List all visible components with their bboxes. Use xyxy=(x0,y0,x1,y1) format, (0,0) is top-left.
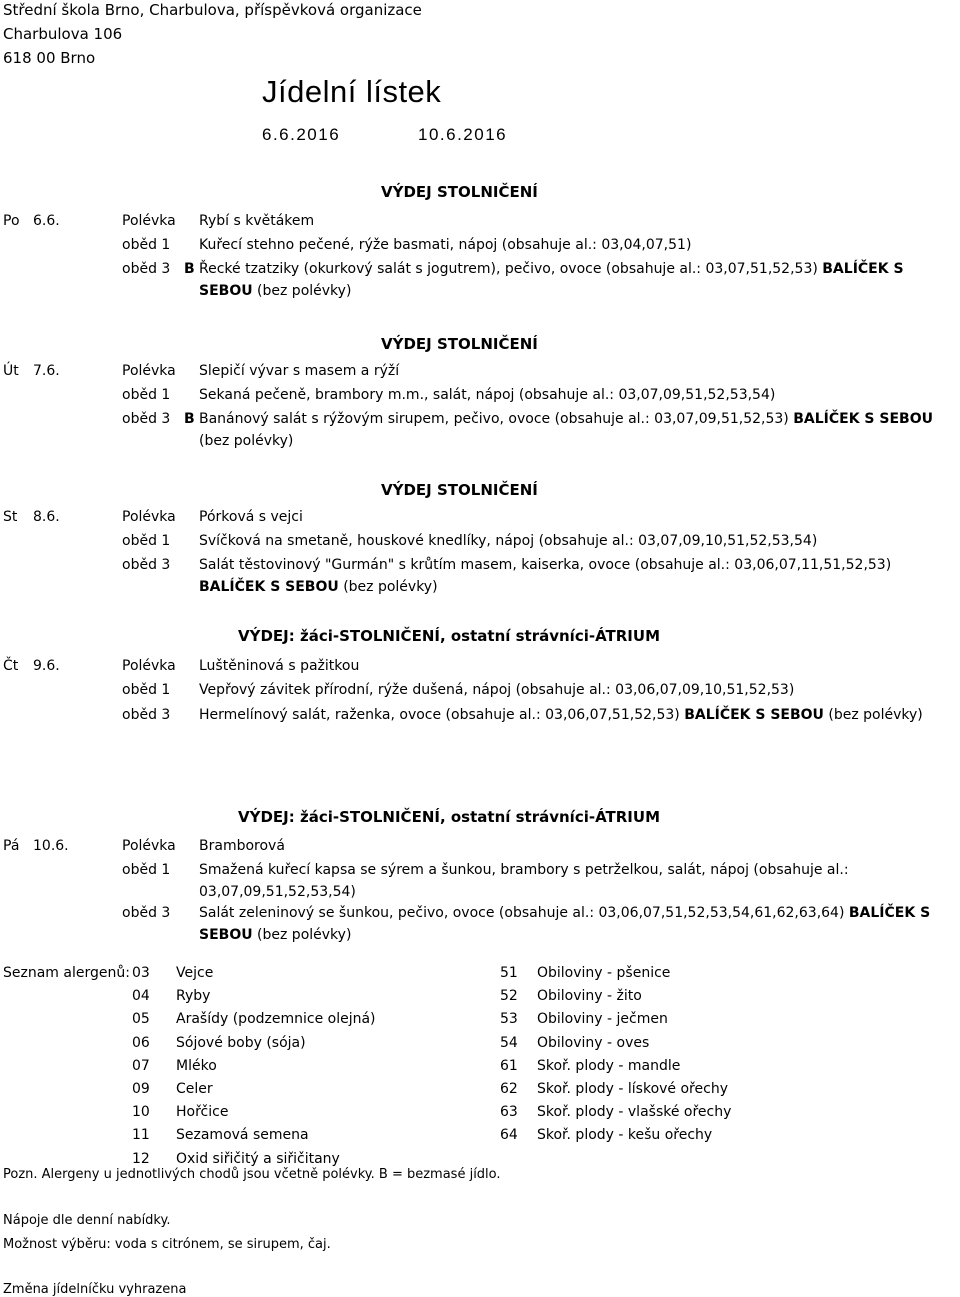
dish-text: Banánový salát s rýžovým sirupem, pečivo, ovoce (obsahuje al.: 03,07,09,51,52,53) xyxy=(199,411,794,427)
course-type: oběd 1 xyxy=(122,862,171,878)
menu-row xyxy=(0,258,960,299)
allergen-code: 62 xyxy=(500,1081,518,1097)
allergen-name: Vejce xyxy=(176,965,214,981)
dish-text: Rybí s květákem xyxy=(199,213,315,229)
takeaway-label: BALÍČEK S SEBOU xyxy=(684,707,824,723)
page-title: Jídelní lístek xyxy=(262,74,442,109)
date-from: 6.6.2016 xyxy=(262,125,341,144)
allergen-name: Mléko xyxy=(176,1057,217,1074)
dish-description xyxy=(199,655,956,677)
allergen-name: Hořčice xyxy=(176,1104,229,1121)
allergen-name: Skoř. plody - kešu ořechy xyxy=(537,1127,713,1144)
allergen-code: 04 xyxy=(132,988,150,1005)
note-allergens: Pozn. Alergeny u jednotlivých chodů jsou včetně polévky. B = bezmasé jídlo. xyxy=(3,1167,501,1182)
dish-description xyxy=(199,360,956,382)
school-name: Střední škola Brno, Charbulova, příspěvková organizace xyxy=(3,1,422,19)
allergen-code: 06 xyxy=(132,1034,150,1051)
allergen-list-label: Seznam alergenů: xyxy=(3,965,130,981)
menu-row xyxy=(0,530,960,552)
date-to: 10.6.2016 xyxy=(418,125,508,144)
allergen-name: Celer xyxy=(176,1081,213,1097)
dish-description xyxy=(199,258,956,302)
allergen-code: 61 xyxy=(500,1057,518,1074)
dish-description xyxy=(199,902,956,946)
allergen-name: Oxid siřičitý a siřičitany xyxy=(176,1150,340,1167)
dish-description xyxy=(199,506,956,528)
menu-row xyxy=(0,655,960,677)
dish-description xyxy=(199,234,956,256)
no-soup-note: (bez polévky) xyxy=(252,283,352,299)
day-name: Po xyxy=(3,213,20,229)
dish-text: Hermelínový salát, raženka, ovoce (obsahuje al.: 03,06,07,51,52,53) xyxy=(199,707,685,723)
day-name: St xyxy=(3,509,18,525)
takeaway-label: BALÍČEK S SEBOU xyxy=(199,905,931,943)
menu-row xyxy=(0,360,960,382)
course-type: oběd 3 xyxy=(122,905,171,921)
dish-description xyxy=(199,554,956,598)
allergen-name: Arašídy (podzemnice olejná) xyxy=(176,1011,376,1028)
no-soup-note: (bez polévky) xyxy=(252,927,352,943)
menu-row xyxy=(0,554,960,595)
allergen-name: Obiloviny - oves xyxy=(537,1034,650,1051)
dish-description xyxy=(199,210,956,232)
dish-text: Salát zeleninový se šunkou, pečivo, ovoce (obsahuje al.: 03,06,07,51,52,53,54,61,62,63,64) xyxy=(199,905,849,921)
dish-text: Kuřecí stehno pečené, rýže basmati, nápoj (obsahuje al.: 03,04,07,51) xyxy=(199,237,692,253)
service-heading: VÝDEJ: žáci-STOLNIČENÍ, ostatní strávníci-ÁTRIUM xyxy=(238,627,660,645)
course-type: oběd 3 xyxy=(122,411,171,427)
dish-text: Salát těstovinový "Gurmán" s krůtím masem, kaiserka, ovoce (obsahuje al.: 03,06,07,11,51,52,53) xyxy=(199,557,892,573)
note-changes: Změna jídelníčku vyhrazena xyxy=(3,1282,187,1297)
menu-row xyxy=(0,859,960,900)
course-type: Polévka xyxy=(122,213,176,229)
allergen-code: 64 xyxy=(500,1127,518,1144)
dish-text: Sekaná pečeně, brambory m.m., salát, nápoj (obsahuje al.: 03,07,09,51,52,53,54) xyxy=(199,387,776,403)
course-type: oběd 1 xyxy=(122,237,171,253)
course-type: Polévka xyxy=(122,509,176,525)
menu-row xyxy=(0,408,960,449)
allergen-code: 63 xyxy=(500,1104,518,1121)
dish-description xyxy=(199,384,956,406)
allergen-code: 12 xyxy=(132,1150,150,1167)
dish-description xyxy=(199,408,956,452)
service-heading: VÝDEJ: žáci-STOLNIČENÍ, ostatní strávníci-ÁTRIUM xyxy=(238,808,660,826)
course-type: Polévka xyxy=(122,658,176,674)
course-type: oběd 1 xyxy=(122,682,171,698)
dish-text: Bramborová xyxy=(199,838,285,854)
dish-text: Luštěninová s pažitkou xyxy=(199,658,360,674)
takeaway-label: BALÍČEK S SEBOU xyxy=(199,579,339,595)
course-type: oběd 3 xyxy=(122,261,171,277)
allergen-code: 53 xyxy=(500,1011,518,1028)
takeaway-label: BALÍČEK S SEBOU xyxy=(793,411,933,427)
dish-text: Řecké tzatziky (okurkový salát s jogutrem), pečivo, ovoce (obsahuje al.: 03,07,51,52,53) xyxy=(199,261,823,277)
day-date: 9.6. xyxy=(33,658,60,674)
menu-row xyxy=(0,506,960,528)
day-name: Čt xyxy=(3,658,19,674)
menu-row xyxy=(0,835,960,857)
allergen-code: 52 xyxy=(500,988,518,1005)
menu-row xyxy=(0,384,960,406)
day-date: 7.6. xyxy=(33,363,60,379)
day-name: Út xyxy=(3,363,19,379)
note-drink-choice: Možnost výběru: voda s citrónem, se sirupem, čaj. xyxy=(3,1237,331,1252)
course-type: oběd 3 xyxy=(122,557,171,573)
service-heading: VÝDEJ STOLNIČENÍ xyxy=(381,183,538,201)
school-city: 618 00 Brno xyxy=(3,49,96,67)
dish-description xyxy=(199,859,956,903)
day-date: 8.6. xyxy=(33,509,60,525)
allergen-name: Obiloviny - ječmen xyxy=(537,1011,668,1028)
takeaway-label: BALÍČEK S SEBOU xyxy=(199,261,904,299)
course-type: oběd 3 xyxy=(122,707,171,723)
day-date: 10.6. xyxy=(33,838,69,854)
allergen-name: Obiloviny - žito xyxy=(537,988,642,1005)
allergen-name: Skoř. plody - vlašské ořechy xyxy=(537,1104,732,1121)
dish-text: Smažená kuřecí kapsa se sýrem a šunkou, brambory s petrželkou, salát, nápoj (obsahuje al.: 03,07,09,51,52,53,54) xyxy=(199,862,849,900)
allergen-code: 03 xyxy=(132,965,150,981)
day-date: 6.6. xyxy=(33,213,60,229)
allergen-code: 09 xyxy=(132,1081,150,1097)
day-name: Pá xyxy=(3,838,20,854)
school-street: Charbulova 106 xyxy=(3,25,123,43)
service-heading: VÝDEJ STOLNIČENÍ xyxy=(381,481,538,499)
menu-row xyxy=(0,902,960,943)
allergen-code: 10 xyxy=(132,1104,150,1121)
allergen-code: 54 xyxy=(500,1034,518,1051)
allergen-name: Sezamová semena xyxy=(176,1127,309,1144)
meatless-mark: B xyxy=(184,261,195,277)
course-type: oběd 1 xyxy=(122,387,171,403)
menu-row xyxy=(0,210,960,232)
no-soup-note: (bez polévky) xyxy=(823,707,923,723)
no-soup-note: (bez polévky) xyxy=(338,579,438,595)
course-type: oběd 1 xyxy=(122,533,171,549)
service-heading: VÝDEJ STOLNIČENÍ xyxy=(381,335,538,353)
allergen-code: 51 xyxy=(500,965,518,981)
dish-description xyxy=(199,679,956,701)
dish-text: Pórková s vejci xyxy=(199,509,303,525)
dish-text: Vepřový závitek přírodní, rýže dušená, nápoj (obsahuje al.: 03,06,07,09,10,51,52,53) xyxy=(199,682,795,698)
no-soup-note: (bez polévky) xyxy=(199,433,294,449)
dish-description xyxy=(199,530,956,552)
menu-row xyxy=(0,234,960,256)
meatless-mark: B xyxy=(184,411,195,427)
allergen-code: 11 xyxy=(132,1127,150,1144)
note-drinks: Nápoje dle denní nabídky. xyxy=(3,1213,171,1228)
allergen-name: Obiloviny - pšenice xyxy=(537,965,671,981)
dish-text: Slepičí vývar s masem a rýží xyxy=(199,363,400,379)
allergen-name: Sójové boby (sója) xyxy=(176,1034,306,1051)
allergen-name: Skoř. plody - lískové ořechy xyxy=(537,1081,728,1097)
allergen-name: Skoř. plody - mandle xyxy=(537,1057,681,1074)
course-type: Polévka xyxy=(122,363,176,379)
allergen-name: Ryby xyxy=(176,988,211,1005)
allergen-code: 05 xyxy=(132,1011,150,1028)
dish-description xyxy=(199,704,956,726)
dish-description xyxy=(199,835,956,857)
allergen-code: 07 xyxy=(132,1057,150,1074)
menu-row xyxy=(0,679,960,701)
course-type: Polévka xyxy=(122,838,176,854)
dish-text: Svíčková na smetaně, houskové knedlíky, nápoj (obsahuje al.: 03,07,09,10,51,52,53,54) xyxy=(199,533,818,549)
menu-row xyxy=(0,704,960,726)
